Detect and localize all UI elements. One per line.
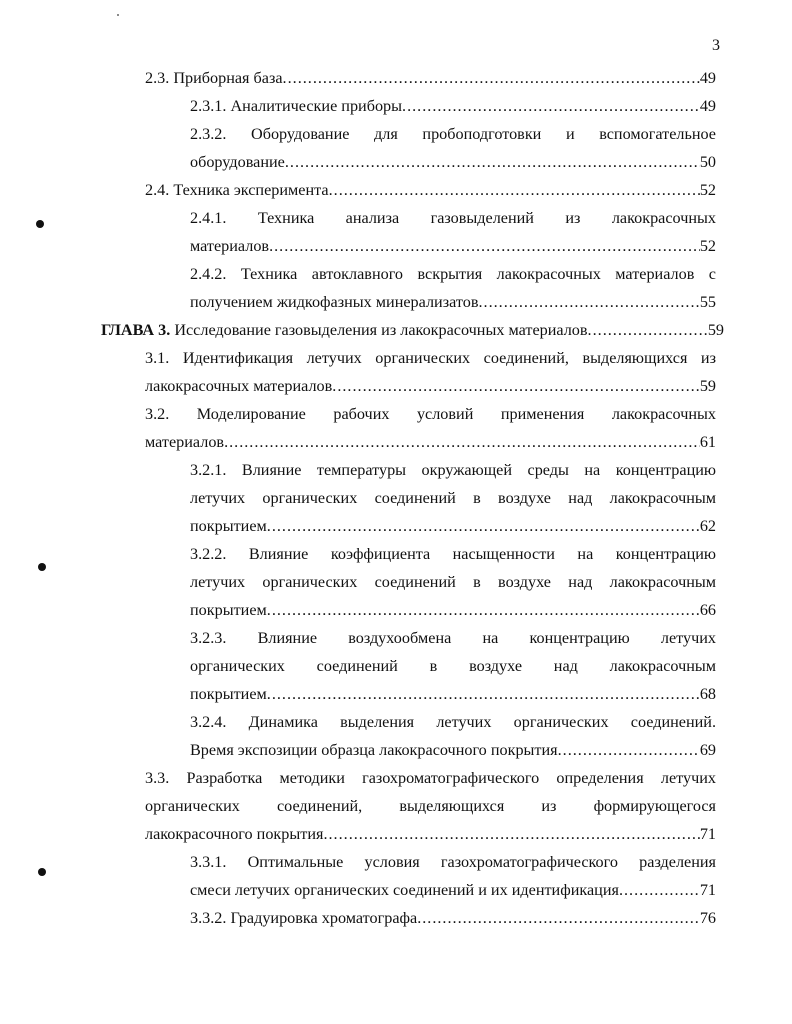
- toc-entry-page: 59: [699, 377, 716, 395]
- toc-entry-title-cont: покрытием: [190, 685, 267, 703]
- dot-leader: [332, 372, 700, 400]
- toc-entry-title: 3.2.4. Динамика выделения летучих органических соединений.: [190, 713, 716, 731]
- toc-entry-3-3-2[interactable]: [0, 904, 792, 932]
- toc-entry-page: 55: [699, 293, 716, 311]
- dot-leader: [267, 512, 700, 540]
- toc-entry-page: 69: [699, 741, 716, 759]
- toc-entry-title-cont: лакокрасочных материалов: [145, 377, 333, 395]
- toc-entry-title-cont: покрытием: [190, 517, 267, 535]
- dot-leader: [329, 176, 700, 204]
- toc-entry-title: 3.2.2. Влияние коэффициента насыщенности на концентрацию: [190, 545, 716, 563]
- toc-entry-2-4-2[interactable]: [0, 260, 792, 316]
- toc-entry-title-cont: оборудование: [190, 153, 285, 171]
- toc-entry-title-cont: органических соединений в воздухе над лакокрасочным: [190, 657, 716, 675]
- toc-entry-3-2[interactable]: [0, 400, 792, 456]
- toc-entry-page: 59: [707, 321, 724, 339]
- scan-speck: [117, 14, 119, 16]
- toc-entry-3-3-1[interactable]: [0, 848, 792, 904]
- toc-entry-page: 52: [699, 237, 716, 255]
- dot-leader: [285, 148, 700, 176]
- toc-entry-title: 2.4.2. Техника автоклавного вскрытия лакокрасочных материалов с: [190, 265, 716, 283]
- dot-leader: [269, 232, 700, 260]
- dot-leader: [323, 820, 699, 848]
- toc-entry-title-cont: летучих органических соединений в воздухе над лакокрасочным: [190, 573, 716, 591]
- toc-entry-3-2-3[interactable]: [0, 624, 792, 708]
- toc-entry-title: 3.3. Разработка методики газохроматографического определения летучих: [145, 769, 716, 787]
- toc-entry-title-cont: материалов: [190, 237, 270, 255]
- toc-entry-title: 3.3.2. Градуировка хроматографа: [190, 909, 418, 927]
- dot-leader: [478, 288, 699, 316]
- toc-entry-title: Исследование газовыделения из лакокрасочных материалов: [170, 321, 588, 339]
- toc-entry-title-cont: материалов: [145, 433, 225, 451]
- toc-entry-title: 2.3.2. Оборудование для пробоподготовки и вспомогательное: [190, 125, 716, 143]
- toc-entry-2-4-1[interactable]: [0, 204, 792, 260]
- toc-entry-title-cont: лакокрасочного покрытия: [145, 825, 324, 843]
- toc-entry-title-cont: получением жидкофазных минерализатов: [190, 293, 479, 311]
- toc-entry-2-4[interactable]: [0, 176, 792, 204]
- toc-entry-page: 49: [699, 69, 716, 87]
- toc-entry-title-cont: Время экспозиции образца лакокрасочного покрытия: [190, 741, 558, 759]
- dot-leader: [283, 64, 700, 92]
- toc-entry-title: 3.2.3. Влияние воздухообмена на концентрацию летучих: [190, 629, 716, 647]
- dot-leader: [619, 876, 700, 904]
- toc-entry-title-cont: смеси летучих органических соединений и их идентификация: [190, 881, 619, 899]
- toc-chapter-3[interactable]: [0, 316, 792, 344]
- dot-leader: [417, 904, 700, 932]
- toc-entry-title-cont: органических соединений, выделяющихся из формирующегося: [145, 797, 716, 815]
- dot-leader: [267, 596, 700, 624]
- toc-entry-title: 3.1. Идентификация летучих органических соединений, выделяющихся из: [145, 349, 716, 367]
- toc-entry-page: 52: [699, 181, 716, 199]
- toc-entry-title: 2.3. Приборная база: [145, 69, 283, 87]
- toc-entry-3-2-4[interactable]: [0, 708, 792, 764]
- toc-entry-3-2-1[interactable]: [0, 456, 792, 540]
- toc-entry-page: 49: [699, 97, 716, 115]
- dot-leader: [224, 428, 700, 456]
- toc-entry-title: 3.2.1. Влияние температуры окружающей среды на концентрацию: [190, 461, 716, 479]
- dot-leader: [402, 92, 700, 120]
- toc-entry-page: 50: [699, 153, 716, 171]
- page-number: 3: [712, 37, 720, 54]
- toc-entry-page: 66: [699, 601, 716, 619]
- toc-entry-title-cont: летучих органических соединений в воздухе над лакокрасочным: [190, 489, 716, 507]
- dot-leader: [558, 736, 700, 764]
- toc-entry-title: 2.4.1. Техника анализа газовыделений из лакокрасочных: [190, 209, 716, 227]
- toc-entry-page: 71: [699, 881, 716, 899]
- toc-entry-page: 71: [699, 825, 716, 843]
- chapter-label: ГЛАВА 3.: [101, 321, 171, 339]
- toc-entry-page: 62: [699, 517, 716, 535]
- table-of-contents: [0, 64, 792, 932]
- toc-entry-page: 76: [699, 909, 716, 927]
- toc-entry-page: 68: [699, 685, 716, 703]
- toc-entry-2-3-2[interactable]: [0, 120, 792, 176]
- toc-entry-title-cont: покрытием: [190, 601, 267, 619]
- dot-leader: [588, 316, 708, 344]
- toc-entry-2-3-1[interactable]: [0, 92, 792, 120]
- toc-entry-3-3[interactable]: [0, 764, 792, 848]
- toc-entry-title: 3.2. Моделирование рабочих условий применения лакокрасочных: [145, 405, 716, 423]
- toc-entry-page: 61: [699, 433, 716, 451]
- toc-entry-2-3[interactable]: [0, 64, 792, 92]
- toc-entry-3-1[interactable]: [0, 344, 792, 400]
- toc-entry-title: 2.4. Техника эксперимента: [145, 181, 329, 199]
- dot-leader: [267, 680, 700, 708]
- toc-entry-3-2-2[interactable]: [0, 540, 792, 624]
- toc-entry-title: 2.3.1. Аналитические приборы: [190, 97, 403, 115]
- toc-entry-title: 3.3.1. Оптимальные условия газохроматографического разделения: [190, 853, 716, 871]
